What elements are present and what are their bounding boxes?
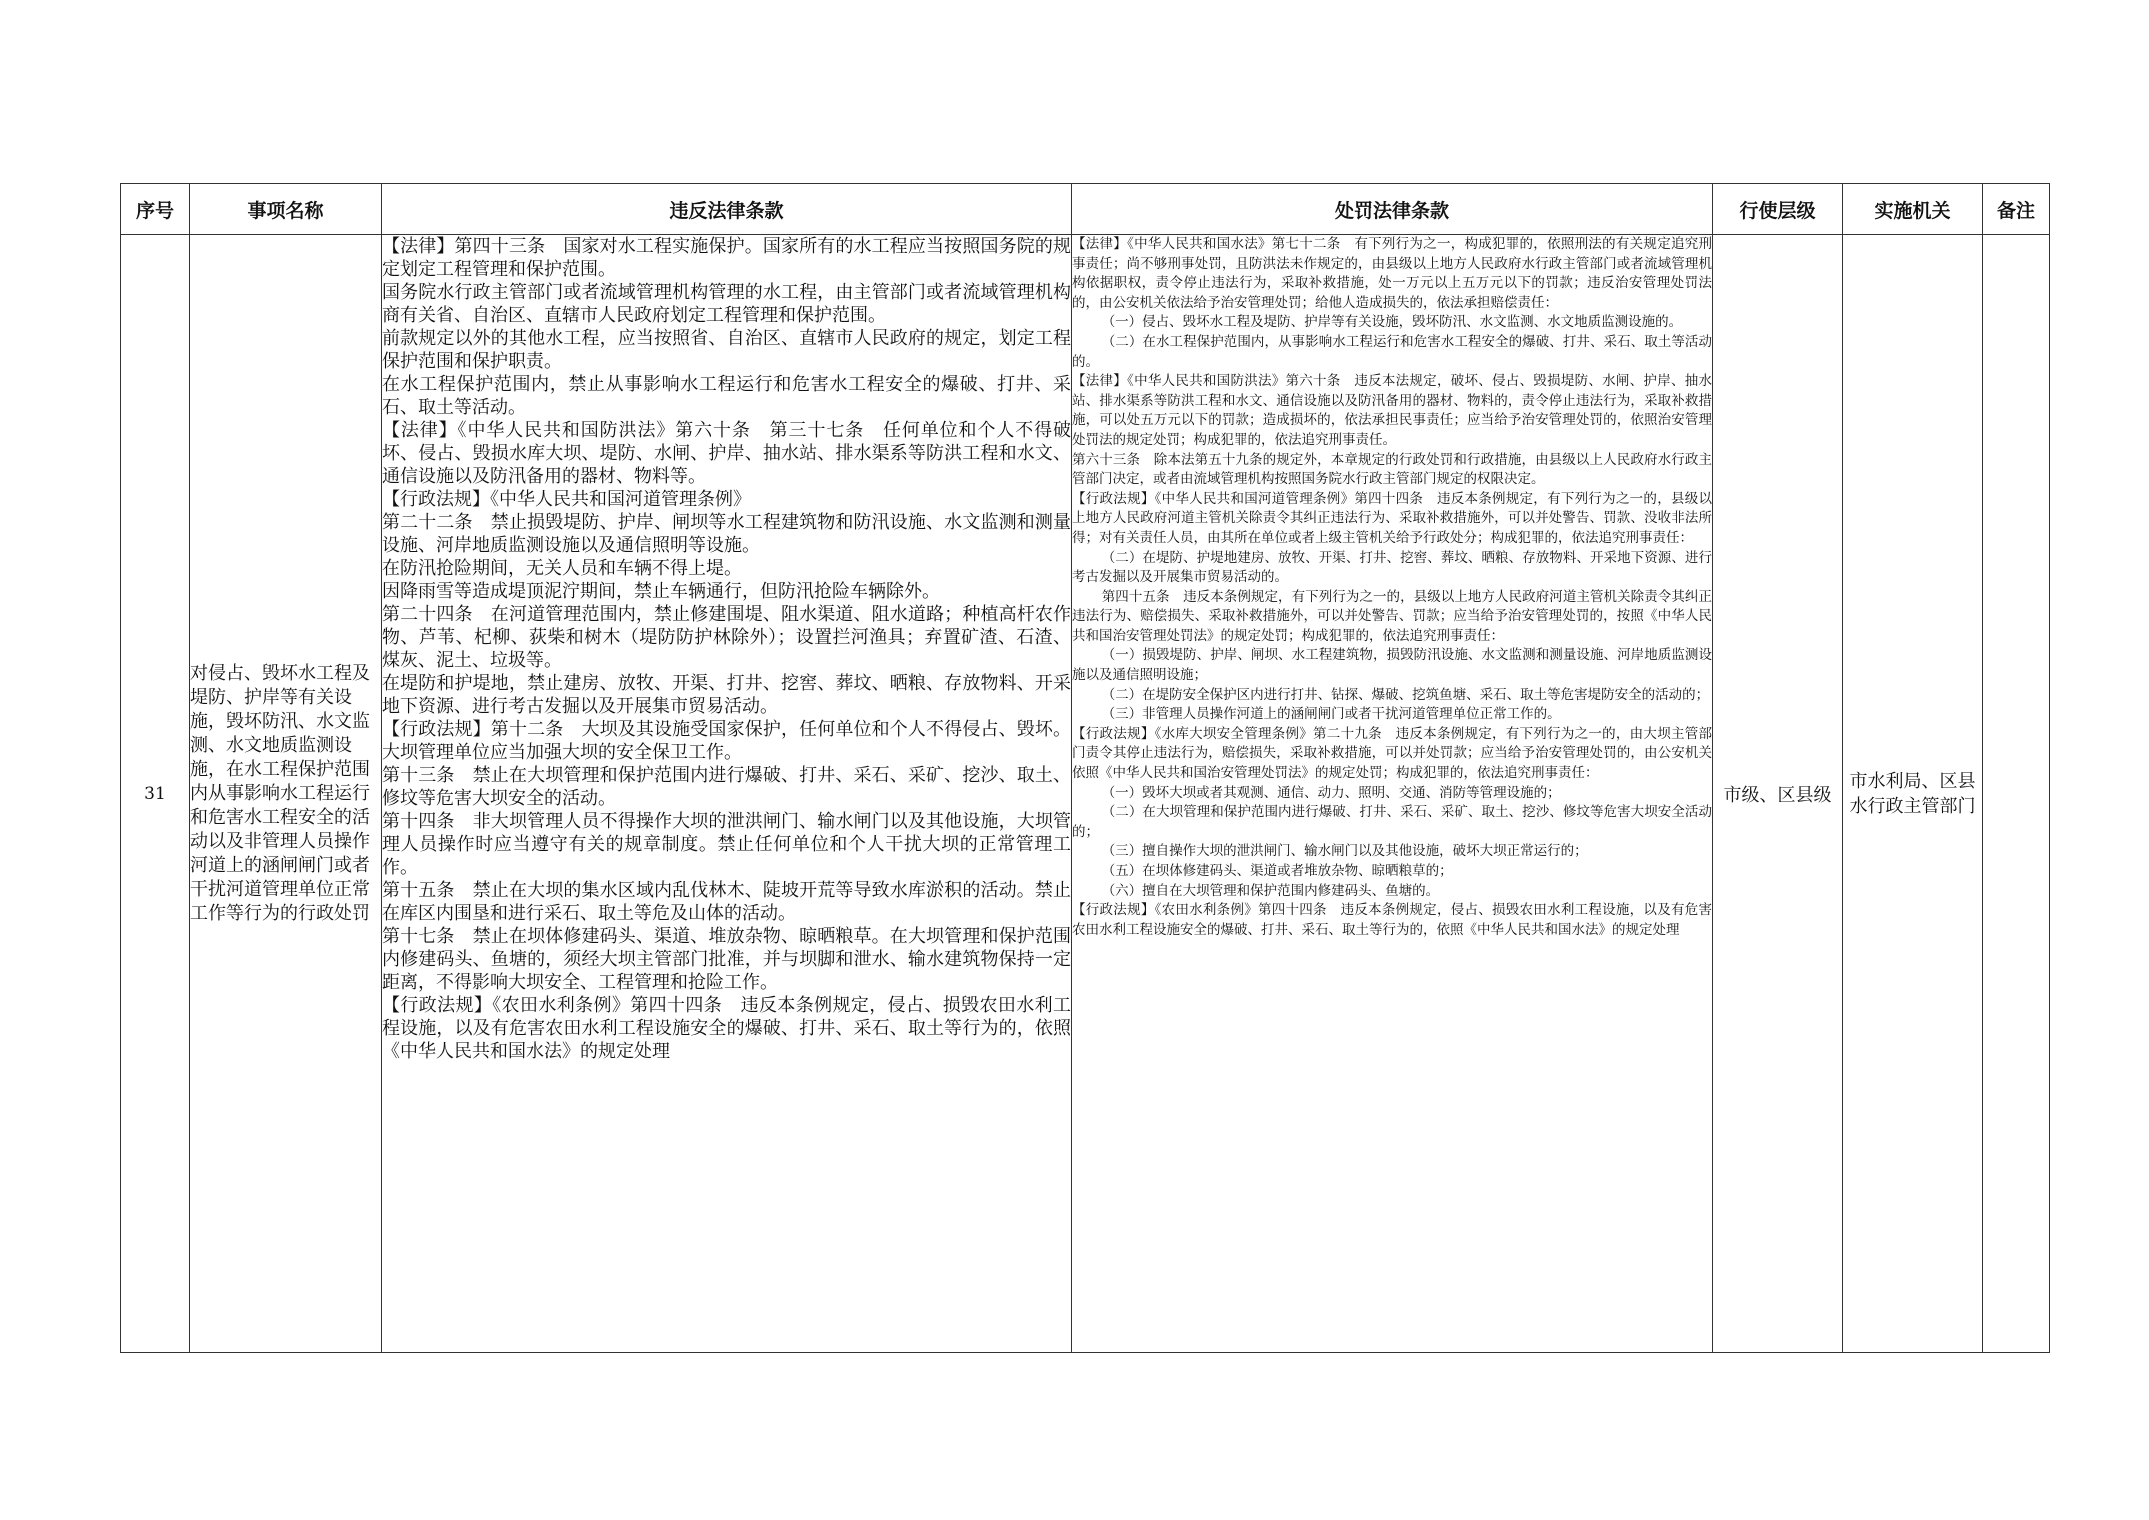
violation-paragraph: 在堤防和护堤地，禁止建房、放牧、开渠、打井、挖窖、葬坟、晒粮、存放物料、开采地下资源、进行考古发掘以及开展集市贸易活动。 bbox=[382, 673, 1071, 717]
violation-paragraph: 第十五条 禁止在大坝的集水区域内乱伐林木、陡坡开荒等导致水库淤积的活动。禁止在库区内围垦和进行采石、取土等危及山体的活动。 bbox=[382, 880, 1071, 924]
penalty-paragraph: （二）在堤防安全保护区内进行打井、钻探、爆破、挖筑鱼塘、采石、取土等危害堤防安全的活动的； bbox=[1101, 686, 1710, 703]
penalty-paragraph: （三）擅自操作大坝的泄洪闸门、输水闸门以及其他设施，破坏大坝正常运行的； bbox=[1101, 843, 1588, 860]
violation-paragraph: 前款规定以外的其他水工程，应当按照省、自治区、直辖市人民政府的规定，划定工程保护范围和保护职责。 bbox=[382, 328, 1071, 372]
header-violation-clauses: 违反法律条款 bbox=[382, 184, 1072, 235]
penalty-paragraph: 【行政法规】《农田水利条例》第四十四条 违反本条例规定，侵占、损毁农田水利工程设施，以及有危害农田水利工程设施安全的爆破、打井、采石、取土等行为的，依照《中华人民共和国水法》的规定处理 bbox=[1072, 902, 1712, 938]
header-exercise-level: 行使层级 bbox=[1713, 184, 1843, 235]
violation-paragraph: 因降雨雪等造成堤顶泥泞期间，禁止车辆通行，但防汛抢险车辆除外。 bbox=[382, 581, 940, 602]
penalty-paragraph: 第四十五条 违反本条例规定，有下列行为之一的，县级以上地方人民政府河道主管机关除责令其纠正违法行为、赔偿损失、采取补救措施外，可以并处警告、罚款；应当给予治安管理处罚的，按照《中华人民共和国治安管理处罚法》的规定处罚；构成犯罪的，依法追究刑事责任： bbox=[1072, 588, 1712, 644]
penalty-paragraph: （六）擅自在大坝管理和保护范围内修建码头、鱼塘的。 bbox=[1101, 882, 1440, 899]
penalty-paragraph: （三）非管理人员操作河道上的涵闸闸门或者干扰河道管理单位正常工作的。 bbox=[1101, 706, 1561, 723]
penalty-paragraph: （五）在坝体修建码头、渠道或者堆放杂物、晾晒粮草的； bbox=[1101, 863, 1453, 879]
penalty-paragraph: 【法律】《中华人民共和国防洪法》第六十条 违反本法规定，破坏、侵占、毁损堤防、水闸、护岸、抽水站、排水渠系等防洪工程和水文、通信设施以及防汛备用的器材、物料的，责令停止违法行为，采取补救措施，可以处五万元以下的罚款；造成损坏的，依法承担民事责任；应当给予治安管理处罚的，依照治安管理处罚法的规定处罚；构成犯罪的，依法追究刑事责任。 bbox=[1072, 373, 1712, 448]
table-row bbox=[121, 235, 2050, 1353]
enforcement-items-table bbox=[120, 183, 2050, 1353]
violation-clauses-cell bbox=[382, 235, 1072, 1353]
violation-paragraph: 在水工程保护范围内，禁止从事影响水工程运行和危害水工程安全的爆破、打井、采石、取土等活动。 bbox=[382, 374, 1071, 418]
violation-paragraph: 在防汛抢险期间，无关人员和车辆不得上堤。 bbox=[382, 558, 742, 579]
header-remarks: 备注 bbox=[1983, 184, 2050, 235]
penalty-paragraph: （一）损毁堤防、护岸、闸坝、水工程建筑物，损毁防汛设施、水文监测和测量设施、河岸地质监测设施以及通信照明设施； bbox=[1072, 647, 1712, 684]
penalty-paragraph: （一）侵占、毁坏水工程及堤防、护岸等有关设施，毁坏防汛、水文监测、水文地质监测设施的。 bbox=[1101, 314, 1683, 331]
violation-paragraph: 【法律】《中华人民共和国防洪法》第六十条 第三十七条 任何单位和个人不得破坏、侵占、毁损水库大坝、堤防、水闸、护岸、抽水站、排水渠系等防洪工程和水文、通信设施以及防汛备用的器材、物料等。 bbox=[382, 420, 1071, 487]
item-name-cell: 对侵占、毁坏水工程及堤防、护岸等有关设施，毁坏防汛、水文监测、水文地质监测设施，在水工程保护范围内从事影响水工程运行和危害水工程安全的活动以及非管理人员操作河道上的涵闸闸门或者干扰河道管理单位正常工作等行为的行政处罚 bbox=[190, 235, 382, 1353]
violation-paragraph: 第十七条 禁止在坝体修建码头、渠道、堆放杂物、晾晒粮草。在大坝管理和保护范围内修建码头、鱼塘的，须经大坝主管部门批准，并与坝脚和泄水、输水建筑物保持一定距离，不得影响大坝安全、工程管理和抢险工作。 bbox=[382, 926, 1071, 993]
violation-paragraph: 第十三条 禁止在大坝管理和保护范围内进行爆破、打井、采石、采矿、挖沙、取土、修坟等危害大坝安全的活动。 bbox=[382, 765, 1071, 809]
penalty-paragraph: （一）毁坏大坝或者其观测、通信、动力、照明、交通、消防等管理设施的； bbox=[1101, 784, 1561, 801]
penalty-paragraph: 【行政法规】《中华人民共和国河道管理条例》第四十四条 违反本条例规定，有下列行为之一的，县级以上地方人民政府河道主管机关除责令其纠正违法行为、采取补救措施外，可以并处警告、罚款、没收非法所得；对有关责任人员，由其所在单位或者上级主管机关给予行政处分；构成犯罪的，依法追究刑事责任： bbox=[1072, 490, 1712, 546]
exercise-level-cell: 市级、区县级 bbox=[1713, 235, 1843, 1353]
penalty-paragraph: 【法律】《中华人民共和国水法》第七十二条 有下列行为之一，构成犯罪的，依照刑法的有关规定追究刑事责任；尚不够刑事处罚，且防洪法未作规定的，由县级以上地方人民政府水行政主管部门或者流域管理机构依据职权，责令停止违法行为，采取补救措施，处一万元以上五万元以下的罚款；违反治安管理处罚法的，由公安机关依法给予治安管理处罚；给他人造成损失的，依法承担赔偿责任： bbox=[1072, 236, 1712, 311]
penalty-paragraph: 【行政法规】《水库大坝安全管理条例》第二十九条 违反本条例规定，有下列行为之一的，由大坝主管部门责令其停止违法行为，赔偿损失，采取补救措施，可以并处罚款；应当给予治安管理处罚的，由公安机关依照《中华人民共和国治安管理处罚法》的规定处罚；构成犯罪的，依法追究刑事责任： bbox=[1072, 725, 1712, 782]
violation-paragraph: 第二十四条 在河道管理范围内，禁止修建围堤、阻水渠道、阻水道路；种植高杆农作物、芦苇、杞柳、荻柴和树木（堤防防护林除外）；设置拦河渔具；弃置矿渣、石渣、煤灰、泥土、垃圾等。 bbox=[382, 604, 1071, 671]
violation-paragraph: 【行政法规】《农田水利条例》第四十四条 违反本条例规定，侵占、损毁农田水利工程设施，以及有危害农田水利工程设施安全的爆破、打井、采石、取土等行为的，依照《中华人民共和国水法》的规定处理 bbox=[382, 995, 1071, 1062]
penalty-clauses-cell bbox=[1072, 235, 1713, 1353]
violation-paragraph: 【行政法规】第十二条 大坝及其设施受国家保护，任何单位和个人不得侵占、毁坏。大坝管理单位应当加强大坝的安全保卫工作。 bbox=[382, 719, 1071, 763]
header-index: 序号 bbox=[121, 184, 190, 235]
row-index-cell: 31 bbox=[121, 235, 190, 1353]
penalty-paragraph: （二）在大坝管理和保护范围内进行爆破、打井、采石、采矿、取土、挖沙、修坟等危害大坝安全活动的； bbox=[1072, 804, 1712, 840]
table-header-row bbox=[121, 184, 2050, 235]
implementing-agency-cell: 市水利局、区县水行政主管部门 bbox=[1843, 235, 1983, 1353]
header-item-name: 事项名称 bbox=[190, 184, 382, 235]
penalty-paragraph: （二）在堤防、护堤地建房、放牧、开渠、打井、挖窖、葬坟、晒粮、存放物料、开采地下资源、进行考古发掘以及开展集市贸易活动的。 bbox=[1072, 549, 1712, 586]
violation-paragraph: 【行政法规】《中华人民共和国河道管理条例》 bbox=[382, 489, 751, 510]
violation-paragraph: 第二十二条 禁止损毁堤防、护岸、闸坝等水工程建筑物和防汛设施、水文监测和测量设施、河岸地质监测设施以及通信照明等设施。 bbox=[382, 512, 1071, 556]
header-penalty-clauses: 处罚法律条款 bbox=[1072, 184, 1713, 235]
violation-paragraph: 第十四条 非大坝管理人员不得操作大坝的泄洪闸门、输水闸门以及其他设施，大坝管理人员操作时应当遵守有关的规章制度。禁止任何单位和个人干扰大坝的正常管理工作。 bbox=[382, 811, 1071, 878]
header-implementing-agency: 实施机关 bbox=[1843, 184, 1983, 235]
violation-paragraph: 国务院水行政主管部门或者流域管理机构管理的水工程，由主管部门或者流域管理机构商有关省、自治区、直辖市人民政府划定工程管理和保护范围。 bbox=[382, 282, 1071, 326]
penalty-paragraph: （二）在水工程保护范围内，从事影响水工程运行和危害水工程安全的爆破、打井、采石、取土等活动的。 bbox=[1072, 333, 1712, 370]
violation-paragraph: 【法律】第四十三条 国家对水工程实施保护。国家所有的水工程应当按照国务院的规定划定工程管理和保护范围。 bbox=[382, 236, 1071, 280]
penalty-paragraph: 第六十三条 除本法第五十九条的规定外，本章规定的行政处罚和行政措施，由县级以上人民政府水行政主管部门决定，或者由流域管理机构按照国务院水行政主管部门规定的权限决定。 bbox=[1072, 451, 1712, 488]
remarks-cell bbox=[1983, 235, 2050, 1353]
